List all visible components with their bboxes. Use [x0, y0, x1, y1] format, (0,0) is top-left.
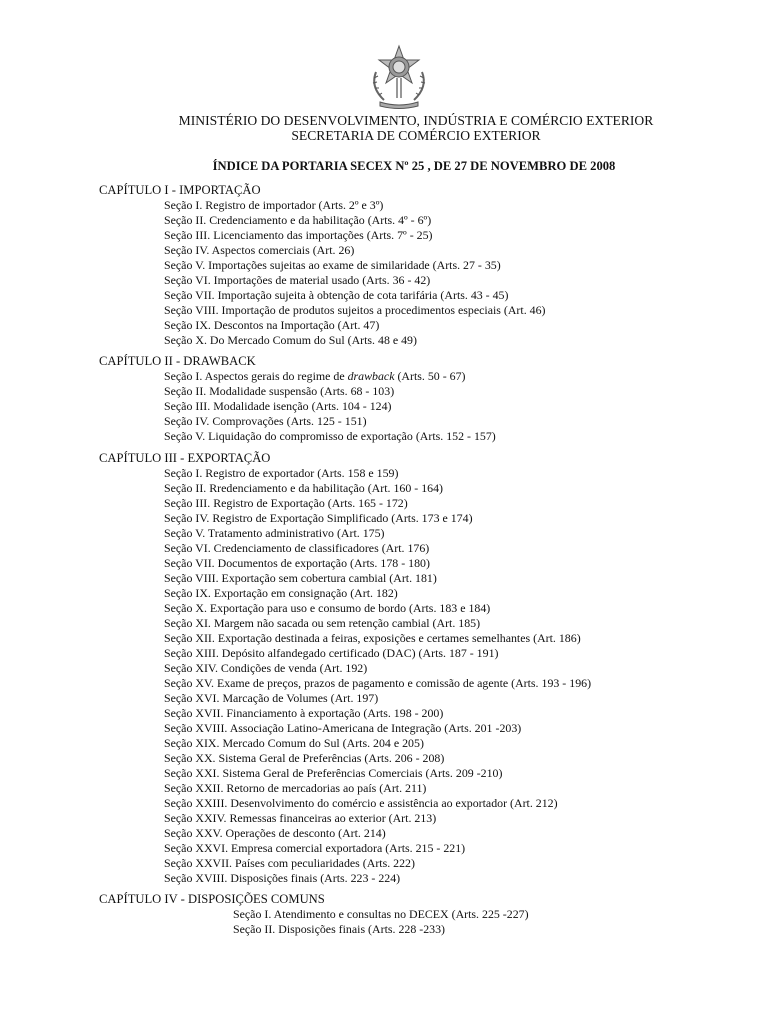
section-item: Seção V. Importações sujeitas ao exame de similaridade (Arts. 27 - 35) — [164, 258, 501, 272]
section-item: Seção X. Exportação para uso e consumo de bordo (Arts. 183 e 184) — [164, 601, 491, 615]
document-title: ÍNDICE DA PORTARIA SECEX Nº 25 , DE 27 DE NOVEMBRO DE 2008 — [212, 159, 616, 173]
section-item: Seção XXI. Sistema Geral de Preferências Comerciais (Arts. 209 -210) — [164, 766, 503, 780]
section-item: Seção V. Tratamento administrativo (Art. 175) — [164, 526, 385, 540]
secretariat-name: SECRETARIA DE COMÉRCIO EXTERIOR — [291, 128, 541, 143]
letterhead — [0, 113, 770, 143]
section-item: Seção IV. Registro de Exportação Simplificado (Arts. 173 e 174) — [164, 511, 473, 525]
section-item: Seção III. Modalidade isenção (Arts. 104 - 124) — [164, 399, 392, 413]
chapter-title: CAPÍTULO II - DRAWBACK — [99, 354, 256, 368]
section-item: Seção IV. Comprovações (Arts. 125 - 151) — [164, 414, 367, 428]
section-item: Seção XXVI. Empresa comercial exportadora (Arts. 215 - 221) — [164, 841, 466, 855]
ministry-name: MINISTÉRIO DO DESENVOLVIMENTO, INDÚSTRIA E COMÉRCIO EXTERIOR — [178, 113, 654, 128]
section-item: Seção IX. Exportação em consignação (Art. 182) — [164, 586, 398, 600]
section-item: Seção XI. Margem não sacada ou sem retenção cambial (Art. 185) — [164, 616, 481, 630]
section-item: Seção XVIII. Associação Latino-Americana de Integração (Arts. 201 -203) — [164, 721, 522, 735]
section-item: Seção XVI. Marcação de Volumes (Art. 197) — [164, 691, 379, 705]
section-item: Seção III. Licenciamento das importações (Arts. 7º - 25) — [164, 228, 433, 242]
chapter-title: CAPÍTULO IV - DISPOSIÇÕES COMUNS — [99, 892, 325, 906]
section-item: Seção XIII. Depósito alfandegado certificado (DAC) (Arts. 187 - 191) — [164, 646, 499, 660]
section-item: Seção XVIII. Disposições finais (Arts. 223 - 224) — [164, 871, 401, 885]
section-item: Seção X. Do Mercado Comum do Sul (Arts. 48 e 49) — [164, 333, 417, 347]
section-item: Seção IX. Descontos na Importação (Art. 47) — [164, 318, 380, 332]
section-item: Seção II. Credenciamento e da habilitação (Arts. 4º - 6º) — [164, 213, 432, 227]
section-item: Seção XII. Exportação destinada a feiras, exposições e certames semelhantes (Art. 186) — [164, 631, 581, 645]
section-item: Seção XXVII. Países com peculiaridades (Arts. 222) — [164, 856, 415, 870]
section-item: Seção XIX. Mercado Comum do Sul (Arts. 204 e 205) — [164, 736, 424, 750]
section-item: Seção XXIII. Desenvolvimento do comércio e assistência ao exportador (Art. 212) — [164, 796, 558, 810]
section-item: Seção XX. Sistema Geral de Preferências (Arts. 206 - 208) — [164, 751, 445, 765]
section-item: Seção VI. Importações de material usado (Arts. 36 - 42) — [164, 273, 431, 287]
brazil-coat-of-arms-icon — [364, 42, 434, 112]
section-item: Seção II. Disposições finais (Arts. 228 -233) — [233, 922, 446, 936]
section-item: Seção XVII. Financiamento à exportação (Arts. 198 - 200) — [164, 706, 444, 720]
chapter-title: CAPÍTULO I - IMPORTAÇÃO — [99, 183, 261, 197]
section-item: Seção VIII. Exportação sem cobertura cambial (Art. 181) — [164, 571, 437, 585]
section-item: Seção XV. Exame de preços, prazos de pagamento e comissão de agente (Arts. 193 - 196) — [164, 676, 592, 690]
section-item: Seção IV. Aspectos comerciais (Art. 26) — [164, 243, 355, 257]
section-item: Seção VII. Importação sujeita à obtenção de cota tarifária (Arts. 43 - 45) — [164, 288, 509, 302]
section-item: Seção VIII. Importação de produtos sujeitos a procedimentos especiais (Art. 46) — [164, 303, 546, 317]
section-item: Seção VII. Documentos de exportação (Arts. 178 - 180) — [164, 556, 430, 570]
chapter-title: CAPÍTULO III - EXPORTAÇÃO — [99, 451, 271, 465]
section-item: Seção III. Registro de Exportação (Arts. 165 - 172) — [164, 496, 408, 510]
section-item: Seção XXIV. Remessas financeiras ao exterior (Art. 213) — [164, 811, 437, 825]
section-item: Seção XXV. Operações de desconto (Art. 214) — [164, 826, 386, 840]
section-item: Seção II. Modalidade suspensão (Arts. 68 - 103) — [164, 384, 395, 398]
section-item: Seção VI. Credenciamento de classificadores (Art. 176) — [164, 541, 430, 555]
section-item: Seção II. Rredenciamento e da habilitação (Art. 160 - 164) — [164, 481, 443, 495]
section-item: Seção I. Atendimento e consultas no DECEX (Arts. 225 -227) — [233, 907, 529, 921]
section-item: Seção XIV. Condições de venda (Art. 192) — [164, 661, 368, 675]
section-item: Seção I. Aspectos gerais do regime de drawback (Arts. 50 - 67) — [164, 369, 466, 383]
section-item: Seção XXII. Retorno de mercadorias ao país (Art. 211) — [164, 781, 427, 795]
section-item: Seção I. Registro de importador (Arts. 2º e 3º) — [164, 198, 384, 212]
section-item: Seção I. Registro de exportador (Arts. 158 e 159) — [164, 466, 399, 480]
section-item: Seção V. Liquidação do compromisso de exportação (Arts. 152 - 157) — [164, 429, 496, 443]
